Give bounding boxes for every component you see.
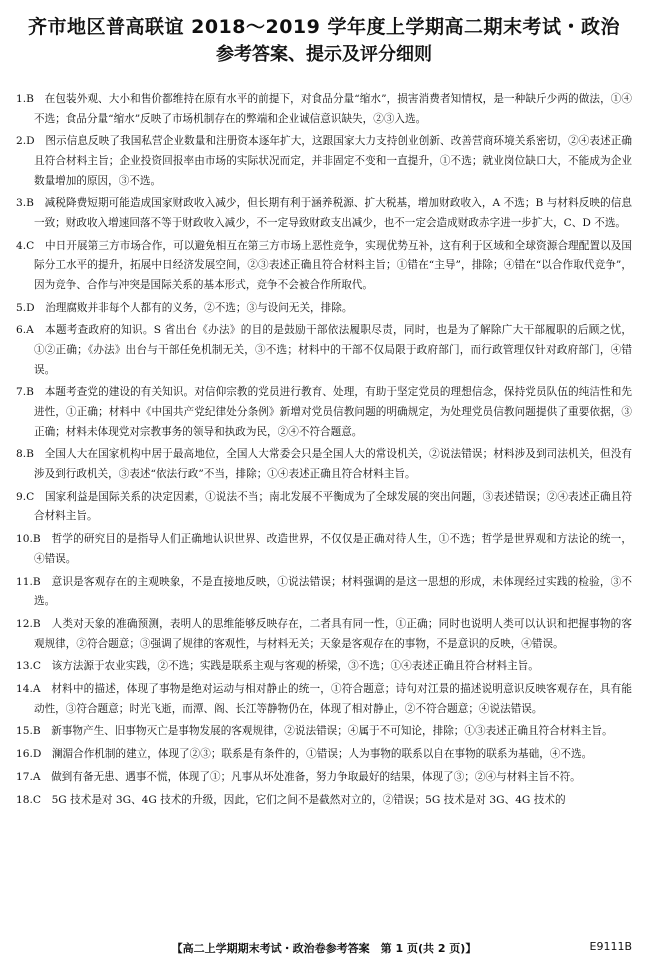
answer-explanation: 全国人大在国家机构中居于最高地位，全国人大常委会只是全国人大的常设机关，②说法错误；材料涉及到司法机关，但没有涉及到行政机关，③表述“依法行政”不当，排除；①④表述正确且符合材料主旨。: [34, 448, 633, 480]
answer-number: 8.B: [16, 448, 34, 461]
answer-item: [16, 680, 632, 719]
answer-explanation: 治理腐败并非每个人都有的义务，②不选；③与设问无关，排除。: [45, 301, 353, 314]
answer-number: 10.B: [16, 533, 41, 546]
answer-number: 2.D: [16, 135, 35, 148]
answer-item: [16, 321, 632, 380]
answer-explanation: 材料中的描述，体现了事物是绝对运动与相对静止的统一，①符合题意；诗句对江景的描述说明意识反映客观存在，具有能动性，③符合题意；时光飞逝，而潭、阁、长江等静物仍在，体现了相对静止，②不符合题意；④说法错误。: [34, 683, 633, 715]
answer-explanation: 该方法源于农业实践，②不选；实践是联系主观与客观的桥梁，③不选；①④表述正确且符合材料主旨。: [51, 660, 539, 673]
answer-number: 1.B: [16, 93, 34, 105]
answer-explanation: 国家利益是国际关系的决定因素，①说法不当；南北发展不平衡成为了全球发展的突出问题，③表述错误；②④表述正确且符合材料主旨。: [34, 490, 633, 523]
answer-item: [16, 194, 632, 233]
footer-page-info: 【高二上学期期末考试・政治卷参考答案 第 1 页(共 2 页)】: [171, 942, 477, 955]
answer-item: [16, 445, 632, 484]
answer-item: [16, 530, 632, 569]
answer-item: [16, 573, 632, 612]
answer-item: [16, 722, 632, 742]
answer-item: [16, 745, 632, 765]
answer-explanation: 做到有备无患、遇事不慌，体现了①；凡事从坏处准备，努力争取最好的结果，体现了③；②④与材料主旨不符。: [51, 771, 581, 783]
answer-number: 18.C: [16, 793, 41, 806]
answer-explanation: 减税降费短期可能造成国家财政收入减少，但长期有利于涵养税源、扩大税基，增加财政收入，A 不选；B 与材料反映的信息一致；财政收入增速回落不等于财政收入减少，不一定导致财政支出减少，也不一定会造成财政赤字进一步扩大，C、D 不选。: [34, 197, 632, 229]
answer-number: 7.B: [16, 386, 34, 399]
answer-item: [16, 90, 632, 129]
answer-item: [16, 237, 632, 296]
answer-item: [16, 791, 632, 811]
answer-number: 13.C: [16, 660, 41, 673]
page-footer: [16, 940, 632, 956]
answer-explanation: 意识是客观存在的主观映象，不是直接地反映，①说法错误；材料强调的是这一思想的形成，未体现经过实践的检验，③不选。: [34, 575, 633, 608]
answer-list: [16, 90, 632, 810]
answer-number: 16.D: [16, 748, 42, 761]
answer-explanation: 中日开展第三方市场合作，可以避免相互在第三方市场上恶性竞争，实现优势互补，这有利于区域和全球资源合理配置以及国际分工水平的提升，拓展中日经济发展空间，②③表述正确且符合材料主旨；①错在“主导”，排除；④错在“以合作取代竞争”，因为竞争、合作与冲突是国际关系的基本形式，竞争不会被合作所取代。: [34, 239, 633, 291]
answer-explanation: 在包装外观、大小和售价都维持在原有水平的前提下，对食品分量“缩水”，损害消费者知情权，是一种缺斤少两的做法，①④不选；食品分量“缩水”反映了市场机制存在的弊端和企业诚信意识缺失，②③入选。: [34, 93, 633, 125]
answer-number: 11.B: [16, 575, 41, 588]
answer-explanation: 本题考查政府的知识。S 省出台《办法》的目的是鼓励干部依法履职尽责，同时，也是为了解除广大干部履职的后顾之忧，①②正确；《办法》出台与干部任免机制无关，③不选；材料中的干部不仅局限于政府部门，而行政管理仅针对政府部门，④错误。: [34, 324, 633, 376]
answer-explanation: 哲学的研究目的是指导人们正确地认识世界、改造世界，不仅仅是正确对待人生，①不选；哲学是世界观和方法论的统一，④错误。: [34, 533, 633, 565]
answer-explanation: 新事物产生、旧事物灭亡是事物发展的客观规律，②说法错误；④属于不可知论，排除；①③表述正确且符合材料主旨。: [51, 725, 613, 738]
answer-number: 17.A: [16, 771, 41, 783]
answer-explanation: 澜湄合作机制的建立，体现了②③；联系是有条件的，①错误；人为事物的联系以自在事物的联系为基础，④不选。: [51, 748, 593, 761]
answer-explanation: 5G 技术是对 3G、4G 技术的升级，因此，它们之间不是截然对立的，②错误；5G 技术是对 3G、4G 技术的: [51, 793, 566, 806]
answer-number: 4.C: [16, 239, 35, 252]
answer-number: 15.B: [16, 725, 41, 738]
footer-code: E9111B: [589, 940, 632, 953]
answer-explanation: 人类对天象的准确预测，表明人的思维能够反映存在，二者具有同一性，①正确；同时也说明人类可以认识和把握事物的客观规律，②符合题意；③强调了规律的客观性，与材料无关；天象是客观存在的事物，不是意识的反映，④错误。: [34, 617, 633, 650]
answer-item: [16, 299, 632, 319]
answer-explanation: 图示信息反映了我国私营企业数量和注册资本逐年扩大，这跟国家大力支持创业创新、改善营商环境关系密切，②④表述正确且符合材料主旨；企业投资回报率由市场的实际状况而定，并非固定不变和一直提升，①不选；就业岗位缺口大，不能成为企业数量增加的原因，③不选。: [34, 135, 633, 187]
page-subtitle: 参考答案、提示及评分细则: [216, 44, 432, 65]
answer-item: [16, 657, 632, 677]
answer-item: [16, 768, 632, 788]
answer-number: 5.D: [16, 301, 35, 314]
answer-item: [16, 132, 632, 191]
answer-number: 9.C: [16, 490, 35, 503]
answer-number: 14.A: [16, 683, 41, 696]
answer-number: 12.B: [16, 617, 41, 630]
page-title: 齐市地区普高联谊 2018～2019 学年度上学期高二期末考试・政治: [28, 16, 620, 38]
answer-item: [16, 615, 632, 654]
answer-item: [16, 488, 632, 527]
answer-number: 6.A: [16, 324, 34, 337]
answer-number: 3.B: [16, 197, 34, 210]
answer-item: [16, 383, 632, 442]
answer-explanation: 本题考查党的建设的有关知识。对信仰宗教的党员进行教育、处理，有助于坚定党员的理想信念，保持党员队伍的纯洁性和先进性，①正确；材料中《中国共产党纪律处分条例》新增对党员信教问题的明确规定，为处理党员信教问题提供了重要依据，③正确；材料未体现党对宗教事务的领导和执政为民，②④不符合题意。: [34, 386, 633, 438]
